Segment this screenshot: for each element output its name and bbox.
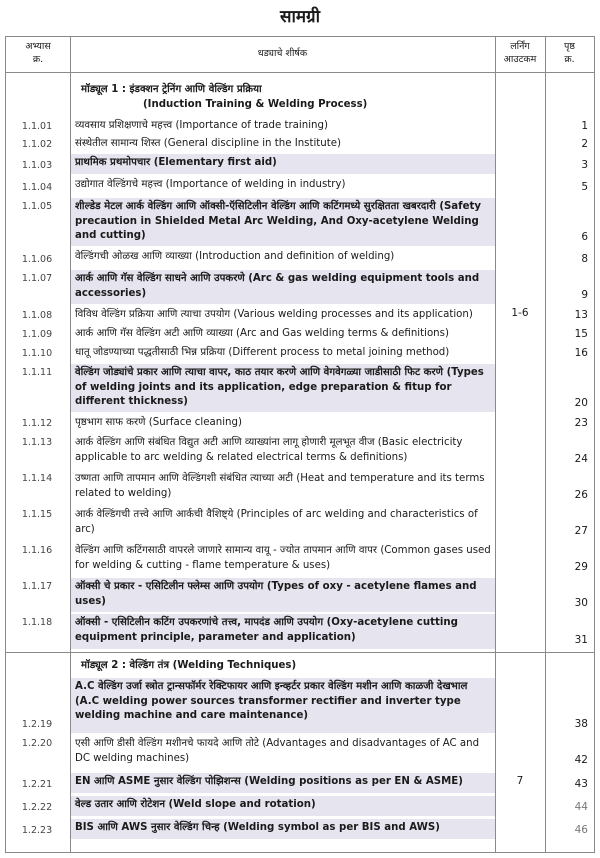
- lesson-title: आर्क वेल्डिंगची तत्त्वे आणि आर्कची वैशिष्ट्ये (Principles of arc welding and characteristics of arc): [75, 509, 478, 535]
- lesson-title: पृष्ठभाग साफ करणे (Surface cleaning): [75, 417, 242, 428]
- study-number: 1.1.02: [21, 139, 53, 150]
- study-number: 1.1.14: [21, 473, 53, 484]
- page-number: 2: [581, 138, 588, 150]
- study-number: 1.1.09: [21, 329, 53, 340]
- toc-row[interactable]: [6, 796, 594, 816]
- lesson-title: आर्क आणि गॅस वेल्डिंग अटी आणि व्याख्या (Arc and Gas welding terms & definitions): [75, 328, 449, 339]
- study-number: 1.1.18: [21, 617, 53, 628]
- toc-row[interactable]: [6, 270, 594, 304]
- toc-row[interactable]: [6, 542, 594, 576]
- lesson-title: प्राथमिक प्रथमोपचार (Elementary first aid): [71, 154, 495, 174]
- lesson-title: ऑक्सी - एसिटिलीन कटिंग उपकरणांचे तत्त्व, मापदंड आणि उपयोग (Oxy-acetylene cutting equipment principle, parameter and application): [71, 614, 495, 649]
- study-number: 1.1.07: [21, 273, 53, 284]
- study-number: 1.1.01: [21, 121, 53, 132]
- module-1-heading: मॉड्यूल 1 : इंडक्शन ट्रेनिंग आणि वेल्डिंग प्रक्रिया (Induction Training & Welding Process): [81, 84, 368, 110]
- lesson-title: शील्डेड मेटल आर्क वेल्डिंग आणि ऑक्सी-ऍसिटिलीन वेल्डिंग आणि कटिंगमध्ये सुरक्षितता खबरदारी (Safety precaution in Shielded Metal Arc Welding, And Oxy-acetylene Welding and cutting): [71, 198, 495, 246]
- study-number: 1.2.23: [21, 825, 53, 836]
- study-number: 1.1.10: [21, 348, 53, 359]
- header-title: धड्याचे शीर्षक: [257, 48, 308, 59]
- lesson-title: EN आणि ASME नुसार वेल्डिंग पोझिशन्स (Welding positions as per EN & ASME): [71, 773, 495, 793]
- contents-table: [5, 36, 595, 853]
- lesson-title: उद्योगात वेल्डिंगचे महत्त्व (Importance of welding in industry): [75, 179, 346, 190]
- header-study-no: अभ्यास क्र.: [25, 41, 51, 65]
- study-number: 1.2.19: [21, 719, 53, 730]
- study-number: 1.2.21: [21, 779, 53, 790]
- study-number: 1.1.16: [21, 545, 53, 556]
- header-outcome: लर्निंग आउटकम: [503, 41, 537, 65]
- lesson-title: ऑक्सी चे प्रकार - एसिटिलीन फ्लेम्स आणि उपयोग (Types of oxy - acetylene flames and uses): [71, 578, 495, 612]
- header-page: पृष्ठ क्र.: [564, 41, 575, 65]
- toc-row[interactable]: [6, 248, 594, 268]
- toc-row[interactable]: [6, 117, 594, 135]
- toc-row[interactable]: [6, 678, 594, 733]
- page-number: 23: [574, 417, 588, 429]
- study-number: 1.1.05: [21, 201, 53, 212]
- study-number: 1.1.15: [21, 509, 53, 520]
- lesson-title: संस्थेतील सामान्य शिस्त (General discipline in the Institute): [75, 138, 341, 149]
- page-number: 24: [574, 453, 588, 465]
- toc-row[interactable]: [6, 364, 594, 412]
- lesson-title: व्यवसाय प्रशिक्षणाचे महत्त्व (Importance of trade training): [75, 120, 328, 131]
- page-number: 38: [574, 718, 588, 730]
- page-number: 16: [574, 347, 588, 359]
- toc-row[interactable]: [6, 176, 594, 196]
- toc-row[interactable]: [6, 325, 594, 343]
- page-number: 8: [581, 253, 588, 265]
- page-number: 13: [574, 309, 588, 321]
- lesson-title: वेल्डिंगची ओळख आणि व्याख्या (Introduction and definition of welding): [75, 251, 395, 262]
- page-number: 44: [574, 801, 588, 813]
- lesson-title: वेल्डिंग जोड्यांचे प्रकार आणि त्याचा वापर, काठ तयार करणे आणि वेगवेगळ्या जाडीसाठी फिट करणे (Types of welding joints and its application, edge preparation & fitup for different thickness): [71, 364, 495, 412]
- toc-row[interactable]: [6, 506, 594, 540]
- study-number: 1.1.03: [21, 160, 53, 171]
- page-number: 9: [581, 289, 588, 301]
- toc-row[interactable]: [6, 198, 594, 246]
- toc-row[interactable]: [6, 735, 594, 769]
- study-number: 1.2.20: [21, 738, 53, 749]
- study-number: 1.1.04: [21, 182, 53, 193]
- toc-row[interactable]: [6, 614, 594, 649]
- page-number: 6: [581, 231, 588, 243]
- lesson-title: BIS आणि AWS नुसार वेल्डिंग चिन्ह (Welding symbol as per BIS and AWS): [71, 819, 495, 839]
- page-number: 20: [574, 397, 588, 409]
- toc-row[interactable]: [6, 154, 594, 174]
- module-1-outcome: 1-6: [511, 307, 529, 319]
- study-number: 1.1.11: [21, 367, 53, 378]
- page-number: 42: [574, 754, 588, 766]
- header-divider: [6, 72, 594, 73]
- study-number: 1.1.08: [21, 310, 53, 321]
- page-title: सामग्री: [279, 7, 321, 27]
- module-divider: [6, 652, 594, 653]
- study-number: 1.1.13: [21, 437, 53, 448]
- lesson-title: वेल्ड उतार आणि रोटेशन (Weld slope and rotation): [71, 796, 495, 816]
- toc-row[interactable]: [6, 434, 594, 468]
- page-number: 3: [581, 159, 588, 171]
- toc-row[interactable]: [6, 819, 594, 839]
- study-number: 1.2.22: [21, 802, 53, 813]
- lesson-title: वेल्डिंग आणि कटिंगसाठी वापरले जाणारे सामान्य वायू - ज्योत तापमान आणि वापर (Common gases used for welding & cutting - flame temperature & uses): [75, 545, 491, 571]
- lesson-title: धातू जोडण्याच्या पद्धतीसाठी भिन्न प्रक्रिया (Different process to metal joining method): [75, 347, 450, 358]
- page-number: 26: [574, 489, 588, 501]
- page-number: 43: [574, 778, 588, 790]
- page-number: 5: [581, 181, 588, 193]
- toc-row[interactable]: [6, 470, 594, 504]
- lesson-title: विविध वेल्डिंग प्रक्रिया आणि त्याचा उपयोग (Various welding processes and its application): [75, 309, 473, 320]
- toc-row[interactable]: [6, 414, 594, 432]
- study-number: 1.1.06: [21, 254, 53, 265]
- page-number: 15: [574, 328, 588, 340]
- lesson-title: आर्क आणि गॅस वेल्डिंग साधने आणि उपकरणे (Arc & gas welding equipment tools and accessories): [71, 270, 495, 304]
- toc-row[interactable]: [6, 344, 594, 362]
- page-number: 46: [574, 824, 588, 836]
- module-2-heading: मॉड्यूल 2 : वेल्डिंग तंत्र (Welding Techniques): [81, 660, 297, 671]
- toc-row[interactable]: [6, 135, 594, 153]
- lesson-title: एसी आणि डीसी वेल्डिंग मशीनचे फायदे आणि तोटे (Advantages and disadvantages of AC and DC welding machines): [75, 738, 480, 764]
- module-2-outcome: 7: [516, 775, 524, 787]
- lesson-title: आर्क वेल्डिंग आणि संबंधित विद्युत अटी आणि व्याख्यांना लागू होणारी मूलभूत वीज (Basic electricity applicable to arc welding & related electrical terms & definitions): [75, 437, 463, 463]
- page-number: 30: [574, 597, 588, 609]
- page-number: 29: [574, 561, 588, 573]
- page-number: 1: [581, 120, 588, 132]
- study-number: 1.1.17: [21, 581, 53, 592]
- study-number: 1.1.12: [21, 418, 53, 429]
- lesson-title: उष्णता आणि तापमान आणि वेल्डिंगशी संबंधित त्याच्या अटी (Heat and temperature and its terms related to welding): [75, 473, 485, 499]
- page-number: 31: [574, 634, 588, 646]
- page-number: 27: [574, 525, 588, 537]
- lesson-title: A.C वेल्डिंग उर्जा स्त्रोत ट्रान्सफॉर्मर रेक्टिफायर आणि इन्व्हर्टर प्रकार वेल्डिंग मशीन आणि काळजी देखभाल (A.C welding power sources transformer rectifier and inverter type welding machine and care maintenance): [71, 678, 495, 733]
- toc-row[interactable]: [6, 578, 594, 612]
